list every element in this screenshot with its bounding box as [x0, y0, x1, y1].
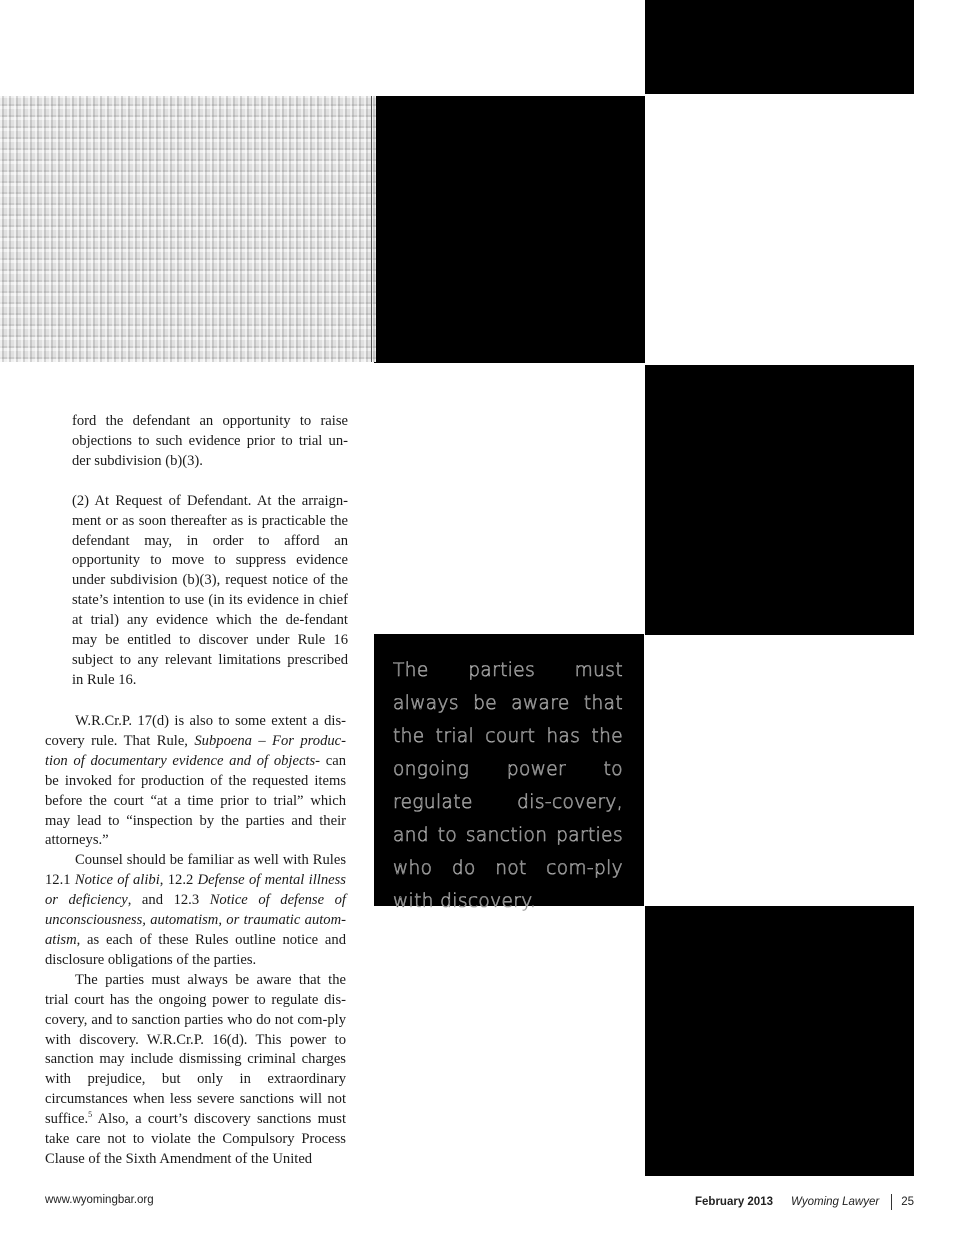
quoted-rule-paragraph-1: ford the defendant an opportunity to raise objections to such evidence prior to trial un-der subdivision (b)(3). — [72, 413, 348, 469]
textured-fabric-image — [0, 96, 376, 362]
pull-quote-box — [374, 634, 644, 912]
body-paragraph-3: The parties must always be aware that the trial court has the ongoing power to regulate dis-covery, and to sanction parties who do not com-ply with discovery. W.R.Cr.P. 16(d). This power to sanction may include dismissing criminal charges with prejudice, but only in extraordinary circumstances when less severe sanctions will not suffice.$^5$ Also, a court’s discovery sanctions must take care not to violate the Compulsory Process Clause of the Sixth Amendment of the United — [45, 971, 346, 1167]
footer-info — [695, 1194, 914, 1210]
decor-block-top-right — [645, 0, 914, 94]
body-paragraph-1: W.R.Cr.P. 17(d) is also to some extent a dis-covery rule. That Rule, Subpoena – For produc-tion of documentary evidence and of objects- can be invoked for production of the requested items before the court “at a time prior to trial” which may lead to “inspection by the parties and their attorneys.” — [45, 713, 347, 849]
quoted-rule-text — [72, 412, 348, 691]
footer-url: www.wyomingbar.org — [45, 1194, 154, 1206]
article-body — [45, 712, 346, 1170]
quoted-rule-paragraph-2: (2) At Request of Defendant. At the arraign-ment or as soon thereafter as is practicable the defendant may, in order to afford an opportunity to move to suppress evidence under subdivision (b)(3), request notice of the state’s intention to use (in its evidence in chief at trial) any evidence which the de-fendant may be entitled to discover under Rule 16 subject to any relevant limitations prescribed in Rule 16. — [72, 492, 348, 688]
footer-date: February 2013 — [695, 1196, 773, 1208]
pull-quote-text: The parties must always be aware that the trial court has the ongoing power to regulate dis-covery, and to sanction parties who do not com-ply with discovery. — [393, 660, 623, 912]
page-number: 25 — [901, 1196, 914, 1208]
image-border-line — [371, 96, 372, 362]
footnote-marker: 5 — [88, 1110, 93, 1120]
decor-block-right-upper — [645, 365, 914, 635]
body-paragraph-2: Counsel should be familiar as well with Rules 12.1 Notice of alibi, 12.2 Defense of mental illness or deficiency, and 12.3 Notice of defense of unconsciousness, automatism, or traumatic autom-atism, as each of these Rules outline notice and disclosure obligations of the parties. — [45, 852, 346, 968]
footer-divider — [891, 1194, 892, 1210]
decor-block-right-lower — [645, 906, 914, 1176]
decor-block-mid-center — [374, 96, 645, 363]
footer-magazine-title: Wyoming Lawyer — [791, 1196, 880, 1208]
